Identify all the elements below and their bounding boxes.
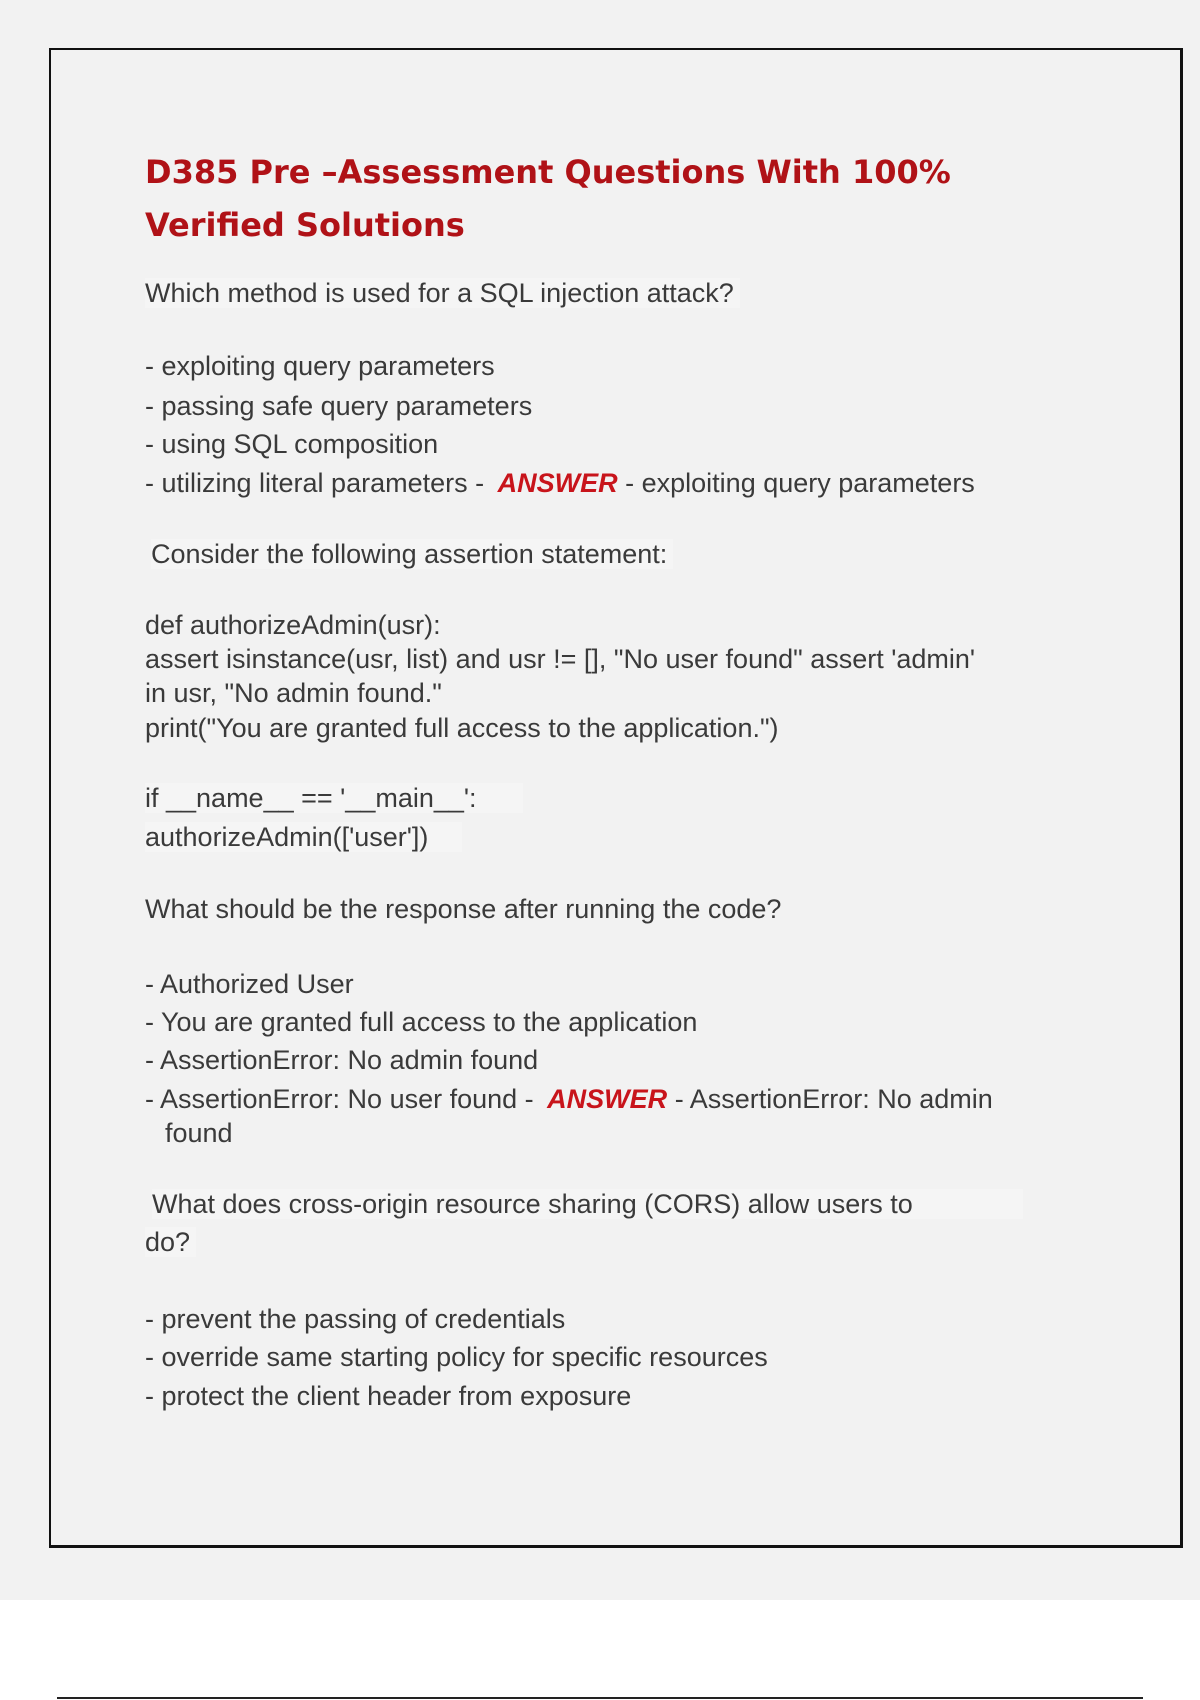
- q2-answer-wrap: found: [165, 1118, 233, 1148]
- q1-answer-label: ANSWER: [497, 468, 618, 498]
- q3-question-line-1: What does cross-origin resource sharing (CORS) allow users to: [152, 1187, 1023, 1221]
- q3-question-line-2: do?: [145, 1225, 196, 1259]
- footer-rule: [57, 1697, 1143, 1699]
- q3-option-2: - override same starting policy for specific resources: [145, 1342, 768, 1372]
- q2-option-3: - AssertionError: No admin found: [145, 1045, 539, 1075]
- q3-option-1: - prevent the passing of credentials: [145, 1304, 566, 1334]
- q1-answer-text: - exploiting query parameters: [625, 468, 975, 498]
- q2-option-4: - AssertionError: No user found - ANSWER - AssertionError: No admin: [145, 1084, 993, 1114]
- q1-option-3: - using SQL composition: [145, 429, 439, 459]
- q2-main-line-1: if __name__ == '__main__':: [145, 781, 523, 815]
- q2-code-line-2: assert isinstance(usr, list) and usr != [], "No user found" assert 'admin': [145, 644, 976, 674]
- q2-option-2: - You are granted full access to the application: [145, 1007, 698, 1037]
- q2-question: What should be the response after running the code?: [145, 894, 782, 924]
- q1-option-2: - passing safe query parameters: [145, 391, 533, 421]
- q1-option-1: - exploiting query parameters: [145, 351, 495, 381]
- q2-answer-text: - AssertionError: No admin: [674, 1084, 993, 1114]
- document-title: D385 Pre –Assessment Questions With 100% Verified Solutions: [145, 153, 951, 244]
- q3-option-3: - protect the client header from exposure: [145, 1381, 632, 1411]
- q2-option-1: - Authorized User: [145, 969, 354, 999]
- q2-main-line-2: authorizeAdmin(['user']): [145, 820, 462, 854]
- q2-code-line-4: print("You are granted full access to the application."): [145, 713, 779, 743]
- q2-answer-label: ANSWER: [547, 1084, 668, 1114]
- q2-code-line-1: def authorizeAdmin(usr):: [145, 610, 441, 640]
- q1-option-4: - utilizing literal parameters - ANSWER - exploiting query parameters: [145, 468, 975, 498]
- q2-code-line-3: in usr, "No admin found.": [145, 678, 442, 708]
- q2-intro: Consider the following assertion statement:: [151, 537, 673, 571]
- q1-question: Which method is used for a SQL injection attack?: [145, 276, 740, 310]
